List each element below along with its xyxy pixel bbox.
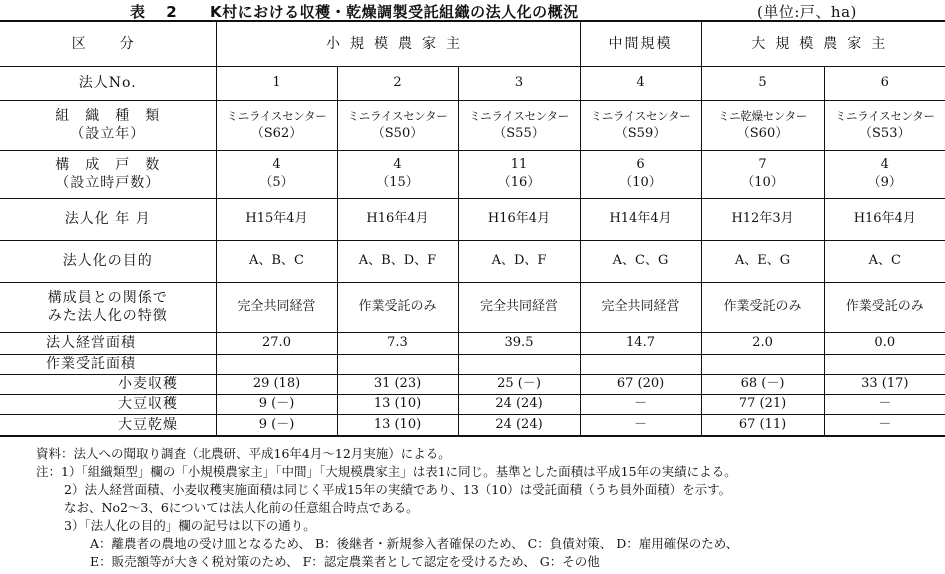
note-1: 注：1）「組織類型」欄の「小規模農家主」「中間」「大規模農家主」は表1に同じ。基準とした面積は平成15年の実績による。 bbox=[36, 464, 737, 479]
row-label-line: 構 成 戸 数 bbox=[55, 157, 161, 173]
table-title bbox=[0, 0, 945, 22]
row-label-households bbox=[0, 150, 216, 198]
org-year-text: （S55） bbox=[493, 126, 545, 141]
cell-area: 14.7 bbox=[580, 332, 701, 354]
cell-households bbox=[337, 150, 458, 198]
household-founding: （10） bbox=[741, 175, 784, 190]
cell-soy-dry: 67 (11) bbox=[701, 414, 824, 436]
cell-corp-no: 6 bbox=[824, 66, 945, 100]
household-count: 6 bbox=[636, 157, 645, 172]
cell-area: 27.0 bbox=[216, 332, 337, 354]
cell-households bbox=[216, 150, 337, 198]
org-year-text: （S59） bbox=[614, 126, 667, 141]
cell-org-type bbox=[580, 100, 701, 150]
household-founding: （10） bbox=[619, 175, 662, 190]
row-label-line: 組 織 種 類 bbox=[55, 108, 161, 124]
note-3-legend-a: A：離農者の農地の受け皿となるため、 B：後継者・新規参入者確保のため、 C：負債対策、 D：雇用確保のため、 bbox=[90, 536, 739, 551]
table-notes bbox=[36, 445, 941, 571]
household-founding: （9） bbox=[867, 175, 902, 190]
row-label-corp-no: 法人No. bbox=[0, 66, 216, 100]
row-label-purpose: 法人化の目的 bbox=[0, 240, 216, 282]
cell-wheat: 29 (18) bbox=[216, 374, 337, 394]
household-count: 7 bbox=[758, 157, 767, 172]
row-label-relation bbox=[0, 282, 216, 332]
cell-purpose: A、E、G bbox=[701, 240, 824, 282]
cell-incorporation-date: H14年4月 bbox=[580, 198, 701, 240]
row-label-contract-area: 作業受託面積 bbox=[0, 354, 216, 374]
cell-soy-harvest: － bbox=[580, 394, 701, 414]
household-count: 4 bbox=[272, 157, 281, 172]
row-label-org-type bbox=[0, 100, 216, 150]
row-label-line: （設立時戸数） bbox=[55, 175, 161, 191]
org-year-text: （S62） bbox=[250, 126, 303, 141]
org-year-text: （S60） bbox=[736, 126, 789, 141]
cell-relation: 完全共同経営 bbox=[580, 282, 701, 332]
org-year-text: （S53） bbox=[859, 126, 911, 141]
cell-area: 0.0 bbox=[824, 332, 945, 354]
row-label-soy-harvest: 大豆収穫 bbox=[0, 394, 216, 414]
row-label-wheat: 小麦収穫 bbox=[0, 374, 216, 394]
table-row bbox=[0, 66, 945, 100]
incorporation-table bbox=[0, 22, 945, 437]
note-3-legend-e: E：販売額等が大きく税対策のため、 F：認定農業者として認定を受けるため、 G：その他 bbox=[90, 554, 600, 569]
cell-soy-harvest: 9 (－) bbox=[216, 394, 337, 414]
cell-relation: 完全共同経営 bbox=[216, 282, 337, 332]
table-row bbox=[0, 198, 945, 240]
cell-incorporation-date: H15年4月 bbox=[216, 198, 337, 240]
note-2: 2）法人経営面積、小麦収穫実施面積は同じく平成15年の実績であり、13（10）は受託面積（うち員外面積）を示す。 bbox=[64, 482, 732, 497]
cell-wheat: 68 (－) bbox=[701, 374, 824, 394]
header-row bbox=[0, 22, 945, 66]
row-label-area: 法人経営面積 bbox=[0, 332, 216, 354]
table-row bbox=[0, 282, 945, 332]
cell-wheat: 31 (23) bbox=[337, 374, 458, 394]
cell-org-type bbox=[216, 100, 337, 150]
cell-corp-no: 4 bbox=[580, 66, 701, 100]
cell-org-type bbox=[337, 100, 458, 150]
org-type-text: ミニライスセンター bbox=[347, 109, 448, 123]
cell-wheat: 25 (－) bbox=[458, 374, 580, 394]
table-row bbox=[0, 374, 945, 394]
cell-purpose: A、B、C bbox=[216, 240, 337, 282]
note-source: 資料：法人への聞取り調査（北農研、平成16年4月～12月実施）による。 bbox=[36, 446, 451, 461]
cell-households bbox=[824, 150, 945, 198]
cell-incorporation-date: H16年4月 bbox=[458, 198, 580, 240]
cell-corp-no: 5 bbox=[701, 66, 824, 100]
table-row bbox=[0, 354, 945, 374]
household-count: 4 bbox=[393, 157, 402, 172]
cell-incorporation-date: H16年4月 bbox=[824, 198, 945, 240]
cell-soy-harvest: 77 (21) bbox=[701, 394, 824, 414]
table-row bbox=[0, 394, 945, 414]
header-small-farm: 小規模農家主 bbox=[216, 22, 580, 66]
cell-purpose: A、D、F bbox=[458, 240, 580, 282]
cell-soy-harvest: 24 (24) bbox=[458, 394, 580, 414]
header-large-farm: 大規模農家主 bbox=[701, 22, 945, 66]
cell-wheat: 67 (20) bbox=[580, 374, 701, 394]
cell-relation: 作業受託のみ bbox=[701, 282, 824, 332]
table-number: 表 2 bbox=[130, 3, 185, 21]
cell-corp-no: 2 bbox=[337, 66, 458, 100]
row-label-line: （設立年） bbox=[70, 126, 146, 142]
row-label-incorporation-date: 法人化 年 月 bbox=[0, 198, 216, 240]
cell-corp-no: 1 bbox=[216, 66, 337, 100]
header-medium: 中間規模 bbox=[580, 22, 701, 66]
table-row bbox=[0, 150, 945, 198]
org-type-text: ミニ乾燥センター bbox=[717, 109, 808, 123]
cell-households bbox=[580, 150, 701, 198]
cell-soy-dry: 13 (10) bbox=[337, 414, 458, 436]
cell-purpose: A、C、G bbox=[580, 240, 701, 282]
org-type-text: ミニライスセンター bbox=[590, 109, 691, 123]
table-unit: (単位:戸、ha) bbox=[757, 3, 857, 21]
household-founding: （16） bbox=[497, 175, 541, 190]
cell-relation: 完全共同経営 bbox=[458, 282, 580, 332]
row-label-line: 構成員との関係で bbox=[47, 290, 168, 306]
cell-households bbox=[701, 150, 824, 198]
cell-area: 39.5 bbox=[458, 332, 580, 354]
table-title-text: K村における収穫・乾燥調製受託組織の法人化の概況 bbox=[210, 3, 579, 21]
table-row bbox=[0, 332, 945, 354]
row-label-soy-dry: 大豆乾燥 bbox=[0, 414, 216, 436]
household-founding: （15） bbox=[376, 175, 419, 190]
cell-soy-dry: － bbox=[824, 414, 945, 436]
table-row bbox=[0, 414, 945, 436]
cell-purpose: A、C bbox=[824, 240, 945, 282]
cell-purpose: A、B、D、F bbox=[337, 240, 458, 282]
cell-soy-dry: 24 (24) bbox=[458, 414, 580, 436]
cell-soy-harvest: 13 (10) bbox=[337, 394, 458, 414]
cell-area: 2.0 bbox=[701, 332, 824, 354]
household-count: 11 bbox=[510, 157, 528, 172]
cell-corp-no: 3 bbox=[458, 66, 580, 100]
cell-relation: 作業受託のみ bbox=[337, 282, 458, 332]
cell-soy-dry: － bbox=[580, 414, 701, 436]
table-row bbox=[0, 100, 945, 150]
cell-relation: 作業受託のみ bbox=[824, 282, 945, 332]
note-3: 3）「法人化の目的」欄の記号は以下の通り。 bbox=[64, 518, 316, 533]
cell-org-type bbox=[824, 100, 945, 150]
cell-soy-dry: 9 (－) bbox=[216, 414, 337, 436]
cell-wheat: 33 (17) bbox=[824, 374, 945, 394]
cell-org-type bbox=[701, 100, 824, 150]
header-category: 区 分 bbox=[0, 22, 216, 66]
cell-area: 7.3 bbox=[337, 332, 458, 354]
cell-households bbox=[458, 150, 580, 198]
table-row bbox=[0, 240, 945, 282]
org-type-text: ミニライスセンター bbox=[469, 109, 569, 123]
org-type-text: ミニライスセンター bbox=[834, 109, 935, 123]
row-label-line: みた法人化の特徴 bbox=[47, 308, 168, 324]
org-type-text: ミニライスセンター bbox=[226, 109, 327, 123]
household-count: 4 bbox=[880, 157, 889, 172]
org-year-text: （S50） bbox=[371, 126, 424, 141]
cell-incorporation-date: H12年3月 bbox=[701, 198, 824, 240]
note-2-cont: なお、No2～3、6については法人化前の任意組合時点である。 bbox=[64, 500, 419, 515]
cell-org-type bbox=[458, 100, 580, 150]
cell-incorporation-date: H16年4月 bbox=[337, 198, 458, 240]
cell-soy-harvest: － bbox=[824, 394, 945, 414]
household-founding: （5） bbox=[259, 175, 294, 190]
